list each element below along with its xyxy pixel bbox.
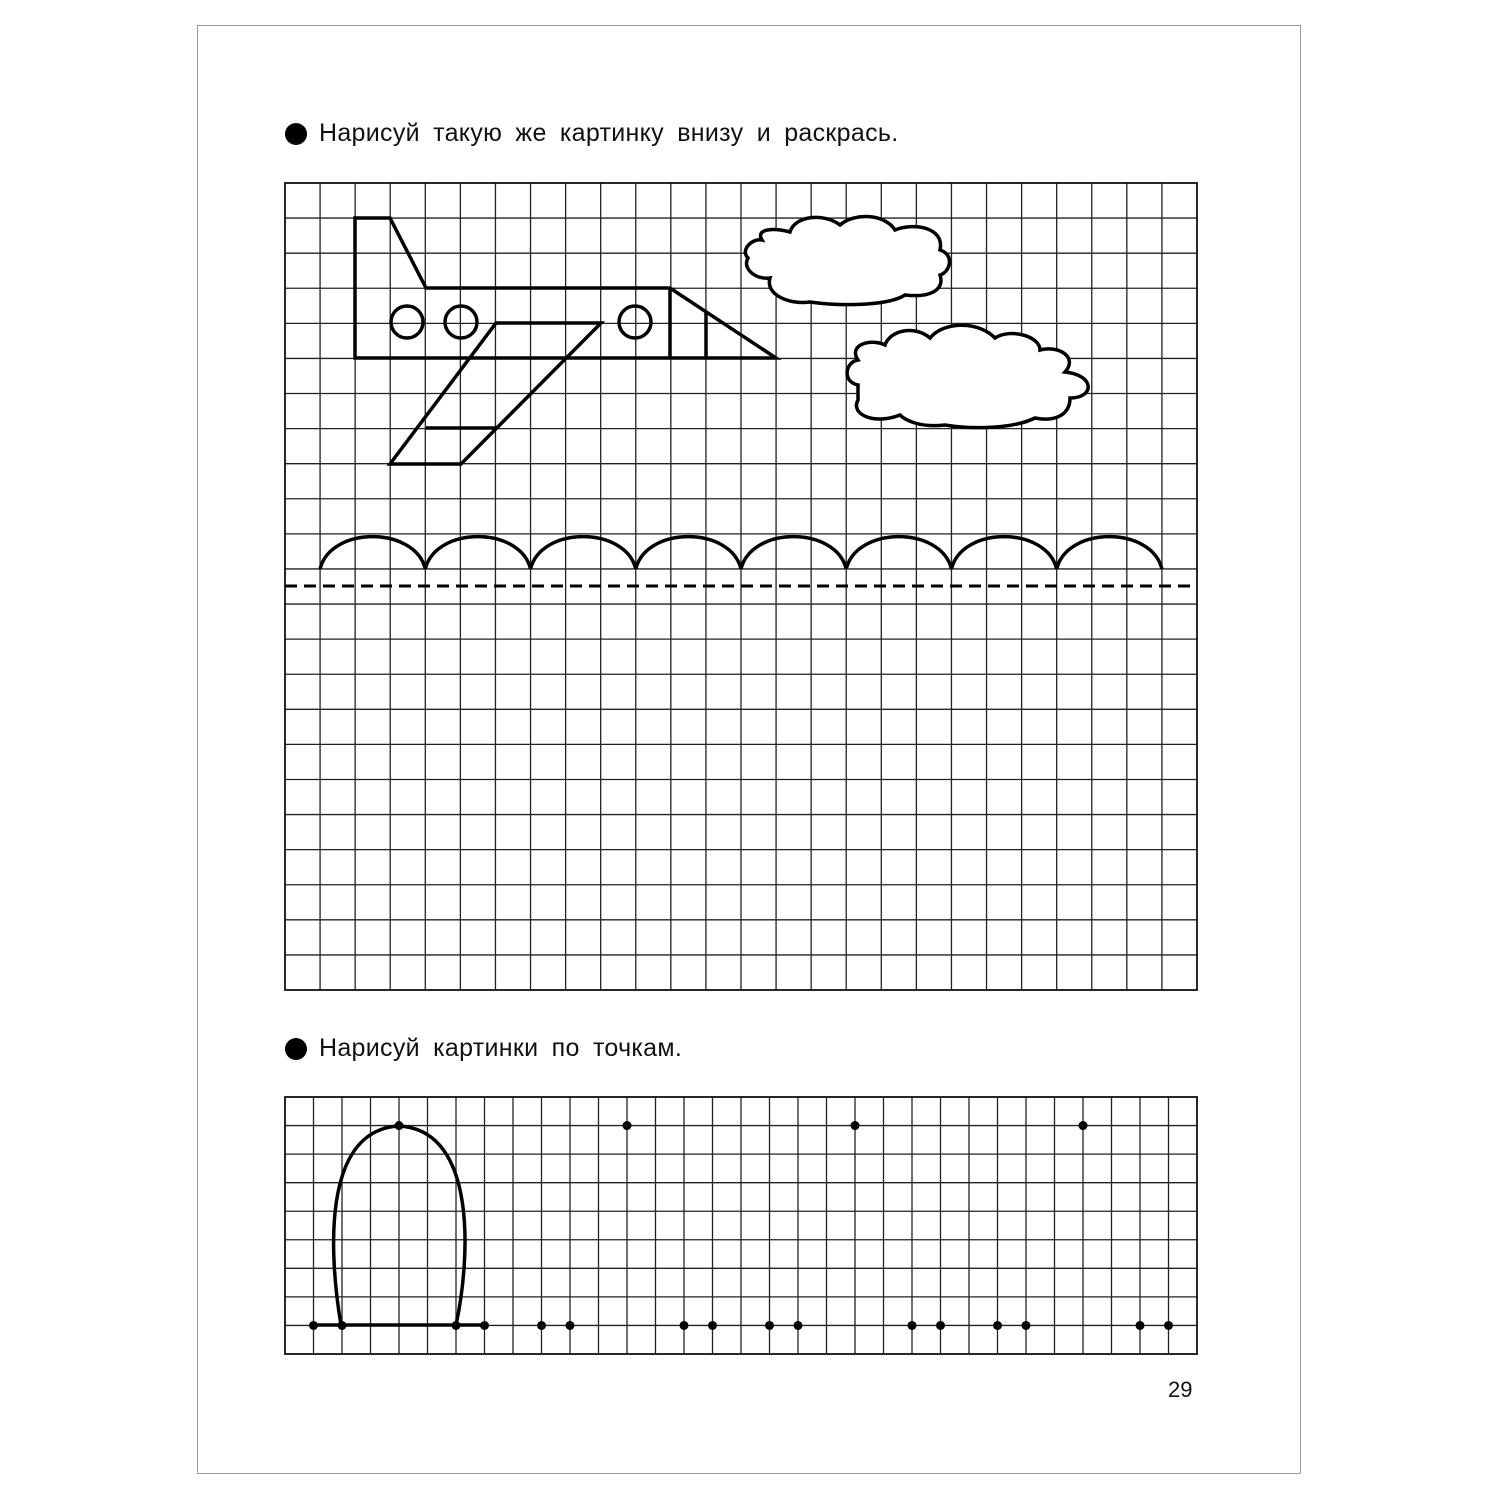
task-text: Нарисуй картинки по точкам. <box>319 1034 683 1062</box>
cloud-icon <box>847 325 1088 427</box>
arch <box>846 537 951 569</box>
cloud-icon <box>745 216 949 304</box>
dot <box>851 1121 860 1130</box>
arch <box>951 537 1056 569</box>
dot <box>993 1321 1002 1330</box>
dot <box>708 1321 717 1330</box>
dot <box>680 1321 689 1330</box>
dot <box>1022 1321 1031 1330</box>
dot <box>1136 1321 1145 1330</box>
arch <box>741 537 846 569</box>
arch <box>425 537 530 569</box>
dots-grid <box>285 1097 1197 1354</box>
dot <box>794 1321 803 1330</box>
dot <box>309 1321 318 1330</box>
arch <box>636 537 741 569</box>
arch <box>531 537 636 569</box>
dot <box>936 1321 945 1330</box>
arch <box>320 537 425 569</box>
dot <box>1164 1321 1173 1330</box>
dot <box>765 1321 774 1330</box>
dot <box>452 1321 461 1330</box>
dot <box>908 1321 917 1330</box>
arch <box>1057 537 1162 569</box>
dot <box>338 1321 347 1330</box>
page-number: 29 <box>1168 1377 1193 1402</box>
dot <box>623 1121 632 1130</box>
dot <box>537 1321 546 1330</box>
airplane-window <box>619 306 651 338</box>
task-text: Нарисуй такую же картинку внизу и раскрась. <box>319 119 899 147</box>
dot <box>1079 1121 1088 1130</box>
dot <box>566 1321 575 1330</box>
dot <box>480 1321 489 1330</box>
dot <box>395 1121 404 1130</box>
airplane-window <box>391 306 423 338</box>
